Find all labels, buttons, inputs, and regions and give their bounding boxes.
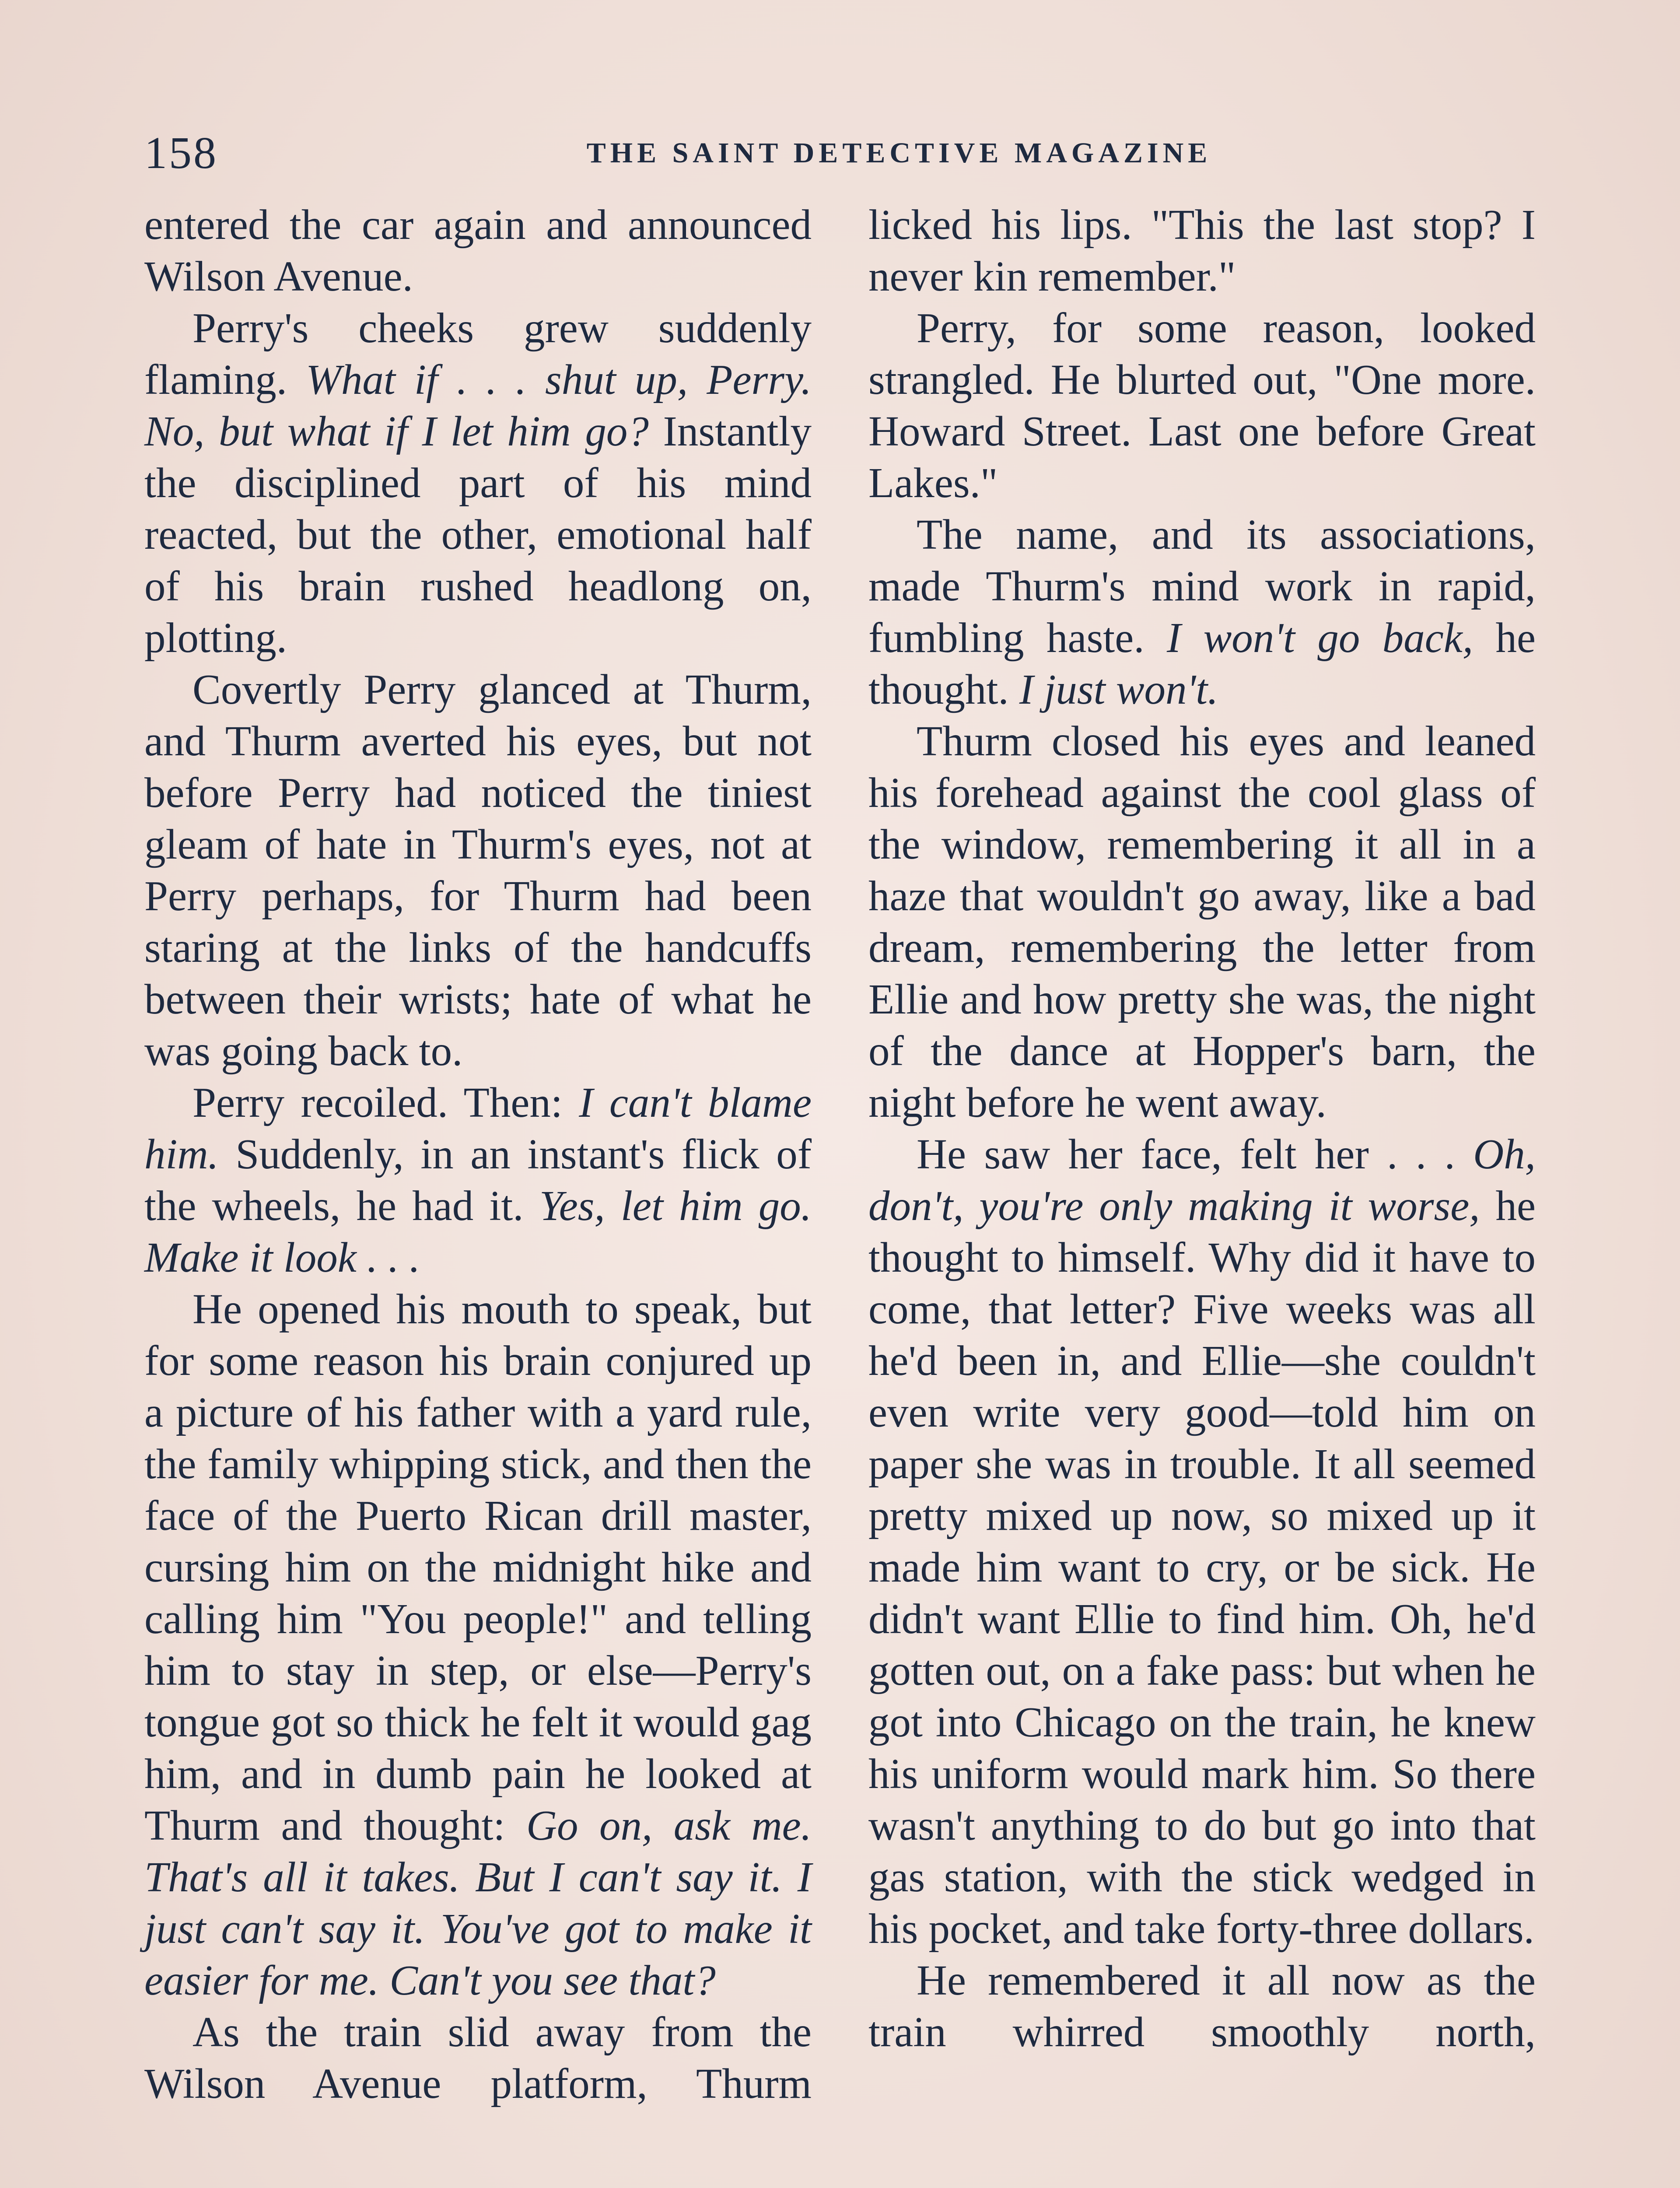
paragraph: He remembered it all now as the train whirred smoothly north, <box>868 1957 1536 2055</box>
paragraph: entered the car again and announced Wilson Avenue. <box>144 201 812 300</box>
italic-thought: I won't go back, <box>1166 614 1474 661</box>
running-title: THE SAINT DETECTIVE MAGAZINE <box>586 137 1212 169</box>
paragraph: As the train slid away from the Wilson Avenue platform, Thurm <box>144 2009 812 2107</box>
paragraph: Perry recoiled. Then: I can't blame him. Suddenly, in an instant's flick of the wheels, he had it. Yes, let him go. Make it look . . . <box>144 1079 812 1281</box>
italic-thought: Oh, don't, you're only making it worse, <box>868 1131 1536 1229</box>
italic-thought: What if . . . shut up, Perry. No, but what if I let him go? <box>144 356 812 455</box>
italic-thought: Yes, let him go. Make it look . . . <box>144 1182 812 1281</box>
paragraph: Perry's cheeks grew suddenly flaming. What if . . . shut up, Perry. No, but what if I let him go? Instantly the disciplined part of his mind reacted, but the other, emotional half of his brain rushed headlong on, plotting. <box>144 305 812 661</box>
left-column <box>144 199 812 2110</box>
italic-thought: I can't blame him. <box>144 1079 812 1178</box>
paragraph: licked his lips. "This the last stop? I never kin remember." <box>868 201 1536 300</box>
page-header <box>144 123 1540 184</box>
paragraph: Thurm closed his eyes and leaned his forehead against the cool glass of the window, remembering it all in a haze that wouldn't go away, like a bad dream, remembering the letter from Ellie and how pretty she was, the night of the dance at Hopper's barn, the night before he went away. <box>868 718 1536 1126</box>
right-column <box>868 199 1536 2058</box>
paragraph: He opened his mouth to speak, but for some reason his brain conjured up a picture of his father with a yard rule, the family whipping stick, and then the face of the Puerto Rican drill master, cursing him on the midnight hike and calling him "You people!" and telling him to stay in step, or else—Perry's tongue got so thick he felt it would gag him, and in dumb pain he looked at Thurm and thought: Go on, ask me. That's all it takes. But I can't say it. I just can't say it. You've got to make it easier for me. Can't you see that? <box>144 1286 812 2004</box>
italic-thought: Go on, ask me. That's all it takes. But I can't say it. I just can't say it. You've got to make it easier for me. Can't you see that? <box>144 1802 812 2004</box>
page-number: 158 <box>144 128 218 178</box>
paragraph: Perry, for some reason, looked strangled. He blurted out, "One more. Howard Street. Last one before Great Lakes." <box>868 305 1536 506</box>
italic-thought: I just won't. <box>1019 666 1218 713</box>
paragraph: Covertly Perry glanced at Thurm, and Thurm averted his eyes, but not before Perry had noticed the tiniest gleam of hate in Thurm's eyes, not at Perry perhaps, for Thurm had been staring at the links of the handcuffs between their wrists; hate of what he was going back to. <box>144 666 812 1074</box>
paragraph: He saw her face, felt her . . . Oh, don't, you're only making it worse, he thought to himself. Why did it have to come, that letter? Five weeks was all he'd been in, and Ellie—she couldn't even write very good—told him on paper she was in trouble. It all seemed pretty mixed up now, so mixed up it made him want to cry, or be sick. He didn't want Ellie to find him. Oh, he'd gotten out, on a fake pass: but when he got into Chicago on the train, he knew his uniform would mark him. So there wasn't anything to do but go into that gas station, with the stick wedged in his pocket, and take forty-three dollars. <box>868 1131 1536 1952</box>
paragraph: The name, and its associations, made Thurm's mind work in rapid, fumbling haste. I won't go back, he thought. I just won't. <box>868 511 1536 713</box>
